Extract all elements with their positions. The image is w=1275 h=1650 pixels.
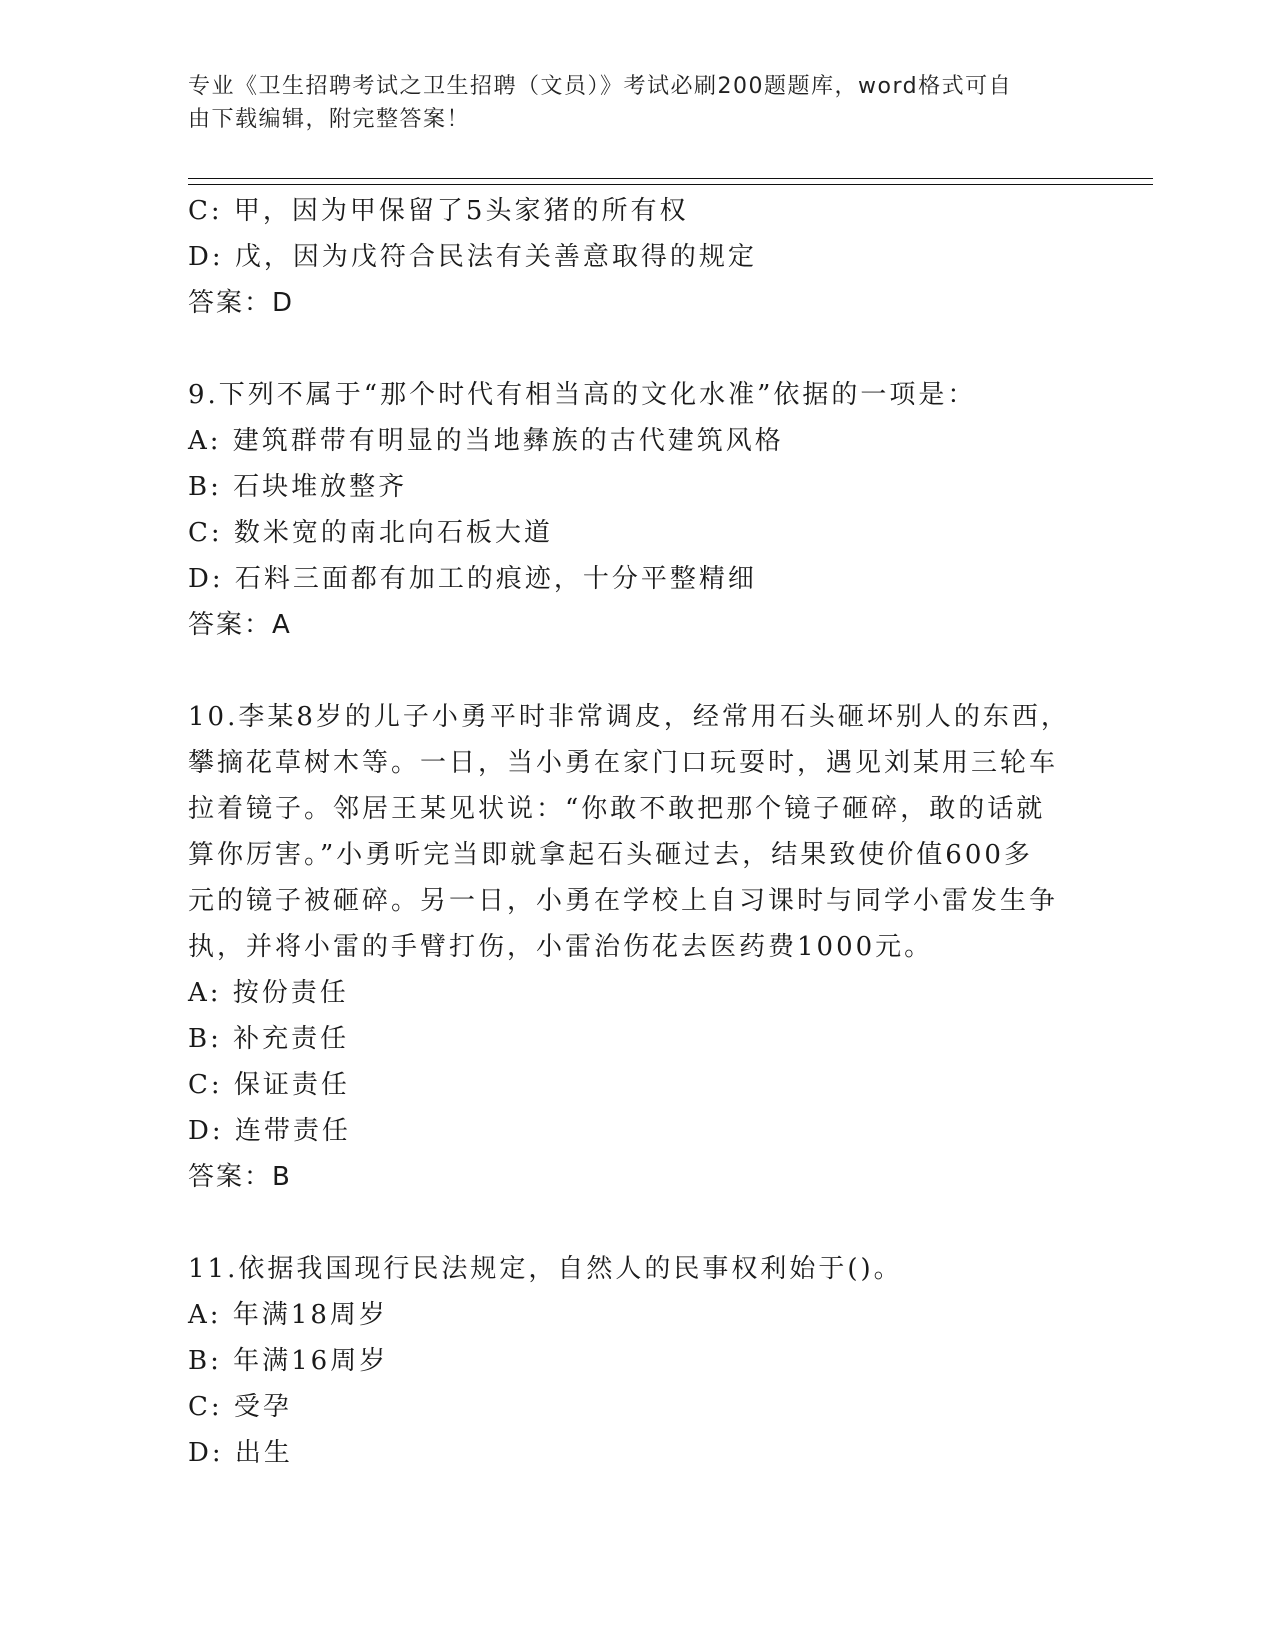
option-d: D: 出生 (188, 1438, 293, 1468)
spacer (188, 648, 1088, 694)
option-d: D: 连带责任 (188, 1116, 351, 1146)
question-text-line: 10.李某8岁的儿子小勇平时非常调皮，经常用石头砸坏别人的东西， (188, 702, 1070, 732)
question-text-line: 元的镜子被砸碎。另一日，小勇在学校上自习课时与同学小雷发生争 (188, 886, 1059, 916)
spacer (188, 326, 1088, 372)
option-a: A: 年满18周岁 (188, 1300, 388, 1330)
question-text-line: 算你厉害。”小勇听完当即就拿起石头砸过去，结果致使价值600多 (188, 840, 1033, 870)
answer-label: 答案：A (188, 610, 292, 640)
option-d: D: 戊，因为戊符合民法有关善意取得的规定 (188, 242, 757, 272)
spacer (188, 1200, 1088, 1246)
option-c: C: 甲，因为甲保留了5头家猪的所有权 (188, 196, 689, 226)
question-text-line: 攀摘花草树木等。一日，当小勇在家门口玩耍时，遇见刘某用三轮车 (188, 748, 1059, 778)
question-text: 11.依据我国现行民法规定，自然人的民事权利始于()。 (188, 1254, 903, 1284)
header-rule-bottom (188, 184, 1153, 185)
option-b: B: 补充责任 (188, 1024, 350, 1054)
header-rule-top (188, 178, 1153, 179)
question-10 (188, 694, 1088, 1200)
option-a: A: 按份责任 (188, 978, 349, 1008)
header-line-1: 专业《卫生招聘考试之卫生招聘（文员）》考试必刷200题题库，word格式可自 (188, 74, 1013, 99)
answer-label: 答案：D (188, 288, 295, 318)
option-d: D: 石料三面都有加工的痕迹，十分平整精细 (188, 564, 757, 594)
question-text-line: 执，并将小雷的手臂打伤，小雷治伤花去医药费1000元。 (188, 932, 934, 962)
answer-label: 答案：B (188, 1162, 292, 1192)
question-8-continued (188, 188, 1088, 326)
header-line-2: 由下载编辑，附完整答案！ (188, 107, 471, 132)
option-b: B: 石块堆放整齐 (188, 472, 408, 502)
question-text: 9.下列不属于“那个时代有相当高的文化水准”依据的一项是： (188, 380, 977, 410)
document-body (188, 188, 1088, 1476)
document-header (188, 70, 1088, 136)
option-a: A: 建筑群带有明显的当地彝族的古代建筑风格 (188, 426, 784, 456)
option-c: C: 数米宽的南北向石板大道 (188, 518, 553, 548)
question-text-line: 拉着镜子。邻居王某见状说：“你敢不敢把那个镜子砸碎，敢的话就 (188, 794, 1046, 824)
option-c: C: 保证责任 (188, 1070, 350, 1100)
question-11 (188, 1246, 1088, 1476)
option-b: B: 年满16周岁 (188, 1346, 389, 1376)
option-c: C: 受孕 (188, 1392, 292, 1422)
question-9 (188, 372, 1088, 648)
